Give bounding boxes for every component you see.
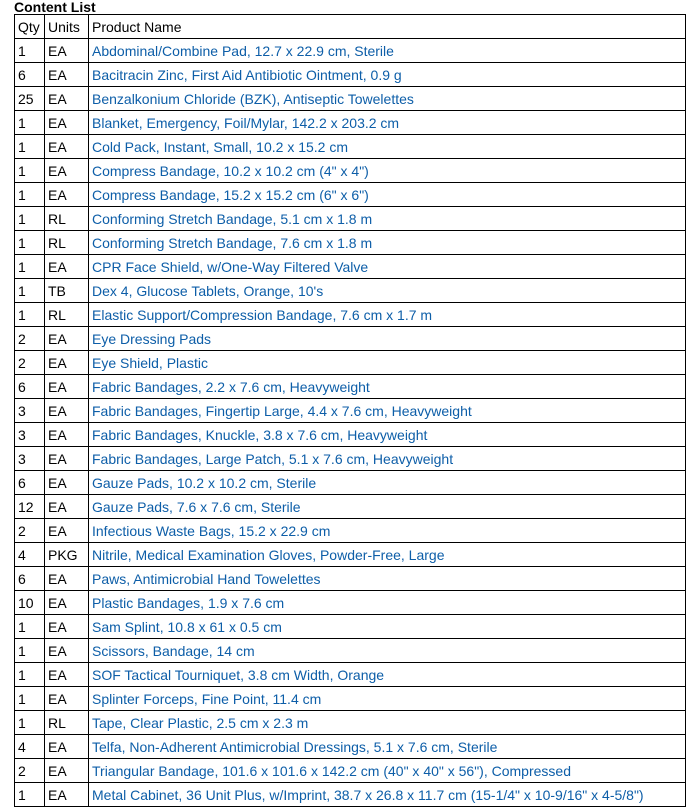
units-cell: EA	[45, 591, 89, 615]
units-cell: EA	[45, 159, 89, 183]
units-cell: EA	[45, 351, 89, 375]
product-link[interactable]: Fabric Bandages, Knuckle, 3.8 x 7.6 cm, Heavyweight	[92, 426, 428, 443]
product-link[interactable]: Benzalkonium Chloride (BZK), Antiseptic Towelettes	[92, 90, 414, 107]
units-cell: TB	[45, 279, 89, 303]
qty-cell: 1	[15, 279, 45, 303]
units-cell: EA	[45, 471, 89, 495]
product-link[interactable]: Abdominal/Combine Pad, 12.7 x 22.9 cm, Sterile	[92, 42, 394, 59]
product-name-cell	[89, 687, 686, 711]
table-row	[15, 615, 686, 639]
product-name-cell	[89, 375, 686, 399]
units-cell: PKG	[45, 543, 89, 567]
table-row	[15, 303, 686, 327]
product-link[interactable]: Metal Cabinet, 36 Unit Plus, w/Imprint, 38.7 x 26.8 x 11.7 cm (15-1/4" x 10-9/16" x 4-5/8")	[92, 786, 644, 803]
product-name-cell	[89, 255, 686, 279]
product-link[interactable]: Bacitracin Zinc, First Aid Antibiotic Ointment, 0.9 g	[92, 66, 402, 83]
product-name-cell	[89, 135, 686, 159]
qty-cell: 2	[15, 327, 45, 351]
product-name-cell	[89, 495, 686, 519]
table-row	[15, 63, 686, 87]
qty-cell: 1	[15, 159, 45, 183]
qty-cell: 2	[15, 351, 45, 375]
product-link[interactable]: Scissors, Bandage, 14 cm	[92, 642, 255, 659]
table-row	[15, 399, 686, 423]
table-row	[15, 543, 686, 567]
product-link[interactable]: Gauze Pads, 7.6 x 7.6 cm, Sterile	[92, 498, 301, 515]
table-row	[15, 255, 686, 279]
qty-cell: 1	[15, 615, 45, 639]
table-row	[15, 87, 686, 111]
table-row	[15, 231, 686, 255]
product-name-cell	[89, 591, 686, 615]
qty-cell: 1	[15, 783, 45, 807]
section-title: Content List	[14, 0, 96, 15]
product-name-cell	[89, 303, 686, 327]
qty-cell: 25	[15, 87, 45, 111]
table-row	[15, 687, 686, 711]
content-table	[14, 14, 686, 807]
units-cell: EA	[45, 87, 89, 111]
units-cell: EA	[45, 399, 89, 423]
column-header-product-name: Product Name	[89, 15, 686, 39]
table-row	[15, 375, 686, 399]
table-row	[15, 111, 686, 135]
table-row	[15, 423, 686, 447]
product-name-cell	[89, 615, 686, 639]
units-cell: EA	[45, 39, 89, 63]
product-link[interactable]: Plastic Bandages, 1.9 x 7.6 cm	[92, 594, 285, 611]
product-link[interactable]: Fabric Bandages, Fingertip Large, 4.4 x 7.6 cm, Heavyweight	[92, 402, 472, 419]
qty-cell: 1	[15, 111, 45, 135]
table-row	[15, 711, 686, 735]
qty-cell: 1	[15, 663, 45, 687]
product-link[interactable]: Paws, Antimicrobial Hand Towelettes	[92, 570, 321, 587]
product-name-cell	[89, 351, 686, 375]
qty-cell: 6	[15, 63, 45, 87]
units-cell: EA	[45, 63, 89, 87]
product-link[interactable]: Gauze Pads, 10.2 x 10.2 cm, Sterile	[92, 474, 317, 491]
product-name-cell	[89, 711, 686, 735]
product-name-cell	[89, 183, 686, 207]
units-cell: EA	[45, 423, 89, 447]
product-name-cell	[89, 63, 686, 87]
table-row	[15, 567, 686, 591]
product-link[interactable]: Triangular Bandage, 101.6 x 101.6 x 142.2 cm (40" x 40" x 56"), Compressed	[92, 762, 571, 779]
units-cell: EA	[45, 519, 89, 543]
qty-cell: 1	[15, 231, 45, 255]
product-link[interactable]: Infectious Waste Bags, 15.2 x 22.9 cm	[92, 522, 331, 539]
product-link[interactable]: Nitrile, Medical Examination Gloves, Powder-Free, Large	[92, 546, 445, 563]
product-name-cell	[89, 231, 686, 255]
table-row	[15, 735, 686, 759]
product-name-cell	[89, 207, 686, 231]
table-row	[15, 279, 686, 303]
qty-cell: 3	[15, 423, 45, 447]
units-cell: EA	[45, 615, 89, 639]
units-cell: EA	[45, 447, 89, 471]
units-cell: EA	[45, 567, 89, 591]
qty-cell: 4	[15, 735, 45, 759]
qty-cell: 1	[15, 639, 45, 663]
qty-cell: 1	[15, 711, 45, 735]
units-cell: RL	[45, 207, 89, 231]
table-row	[15, 39, 686, 63]
product-name-cell	[89, 783, 686, 807]
qty-cell: 3	[15, 399, 45, 423]
qty-cell: 1	[15, 183, 45, 207]
units-cell: RL	[45, 231, 89, 255]
qty-cell: 6	[15, 471, 45, 495]
units-cell: EA	[45, 663, 89, 687]
product-link[interactable]: Conforming Stretch Bandage, 7.6 cm x 1.8 m	[92, 234, 373, 251]
column-header-units: Units	[45, 15, 89, 39]
qty-cell: 2	[15, 519, 45, 543]
qty-cell: 1	[15, 687, 45, 711]
product-link[interactable]: Eye Shield, Plastic	[92, 354, 208, 371]
table-row	[15, 135, 686, 159]
qty-cell: 6	[15, 567, 45, 591]
units-cell: EA	[45, 759, 89, 783]
qty-cell: 6	[15, 375, 45, 399]
table-body	[15, 39, 686, 807]
units-cell: EA	[45, 375, 89, 399]
qty-cell: 3	[15, 447, 45, 471]
table-header-row	[15, 15, 686, 39]
product-name-cell	[89, 759, 686, 783]
product-link[interactable]: Telfa, Non-Adherent Antimicrobial Dressings, 5.1 x 7.6 cm, Sterile	[92, 738, 498, 755]
table-row	[15, 591, 686, 615]
product-name-cell	[89, 735, 686, 759]
product-link[interactable]: Compress Bandage, 15.2 x 15.2 cm (6" x 6")	[92, 186, 369, 203]
product-link[interactable]: Fabric Bandages, 2.2 x 7.6 cm, Heavyweight	[92, 378, 370, 395]
units-cell: EA	[45, 783, 89, 807]
product-link[interactable]: Dex 4, Glucose Tablets, Orange, 10's	[92, 282, 324, 299]
qty-cell: 4	[15, 543, 45, 567]
product-link[interactable]: CPR Face Shield, w/One-Way Filtered Valve	[92, 258, 369, 275]
product-name-cell	[89, 447, 686, 471]
product-link[interactable]: Compress Bandage, 10.2 x 10.2 cm (4" x 4")	[92, 162, 369, 179]
table-row	[15, 183, 686, 207]
product-name-cell	[89, 111, 686, 135]
product-link[interactable]: Tape, Clear Plastic, 2.5 cm x 2.3 m	[92, 714, 309, 731]
table-row	[15, 783, 686, 807]
product-link[interactable]: Elastic Support/Compression Bandage, 7.6 cm x 1.7 m	[92, 306, 433, 323]
table-row	[15, 327, 686, 351]
table-row	[15, 471, 686, 495]
units-cell: EA	[45, 495, 89, 519]
table-row	[15, 159, 686, 183]
qty-cell: 1	[15, 207, 45, 231]
product-link[interactable]: Sam Splint, 10.8 x 61 x 0.5 cm	[92, 618, 282, 635]
units-cell: EA	[45, 183, 89, 207]
product-name-cell	[89, 519, 686, 543]
product-name-cell	[89, 639, 686, 663]
product-link[interactable]: Eye Dressing Pads	[92, 330, 212, 347]
units-cell: EA	[45, 639, 89, 663]
table-row	[15, 207, 686, 231]
units-cell: RL	[45, 711, 89, 735]
table-row	[15, 663, 686, 687]
qty-cell: 1	[15, 255, 45, 279]
units-cell: EA	[45, 327, 89, 351]
product-name-cell	[89, 471, 686, 495]
table-row	[15, 495, 686, 519]
units-cell: EA	[45, 687, 89, 711]
qty-cell: 1	[15, 303, 45, 327]
table-row	[15, 639, 686, 663]
product-name-cell	[89, 399, 686, 423]
product-name-cell	[89, 543, 686, 567]
qty-cell: 12	[15, 495, 45, 519]
units-cell: EA	[45, 111, 89, 135]
product-name-cell	[89, 87, 686, 111]
product-name-cell	[89, 279, 686, 303]
qty-cell: 1	[15, 135, 45, 159]
product-link[interactable]: Conforming Stretch Bandage, 5.1 cm x 1.8 m	[92, 210, 373, 227]
product-link[interactable]: Splinter Forceps, Fine Point, 11.4 cm	[92, 690, 322, 707]
product-name-cell	[89, 567, 686, 591]
product-link[interactable]: Blanket, Emergency, Foil/Mylar, 142.2 x 203.2 cm	[92, 114, 400, 131]
product-name-cell	[89, 327, 686, 351]
product-name-cell	[89, 423, 686, 447]
qty-cell: 10	[15, 591, 45, 615]
units-cell: EA	[45, 135, 89, 159]
table-row	[15, 447, 686, 471]
units-cell: EA	[45, 735, 89, 759]
units-cell: EA	[45, 255, 89, 279]
product-name-cell	[89, 39, 686, 63]
product-link[interactable]: SOF Tactical Tourniquet, 3.8 cm Width, Orange	[92, 666, 385, 683]
product-link[interactable]: Cold Pack, Instant, Small, 10.2 x 15.2 cm	[92, 138, 349, 155]
units-cell: RL	[45, 303, 89, 327]
table-row	[15, 351, 686, 375]
qty-cell: 2	[15, 759, 45, 783]
column-header-qty: Qty	[15, 15, 45, 39]
product-link[interactable]: Fabric Bandages, Large Patch, 5.1 x 7.6 cm, Heavyweight	[92, 450, 454, 467]
product-name-cell	[89, 663, 686, 687]
product-name-cell	[89, 159, 686, 183]
table-row	[15, 519, 686, 543]
qty-cell: 1	[15, 39, 45, 63]
table-row	[15, 759, 686, 783]
